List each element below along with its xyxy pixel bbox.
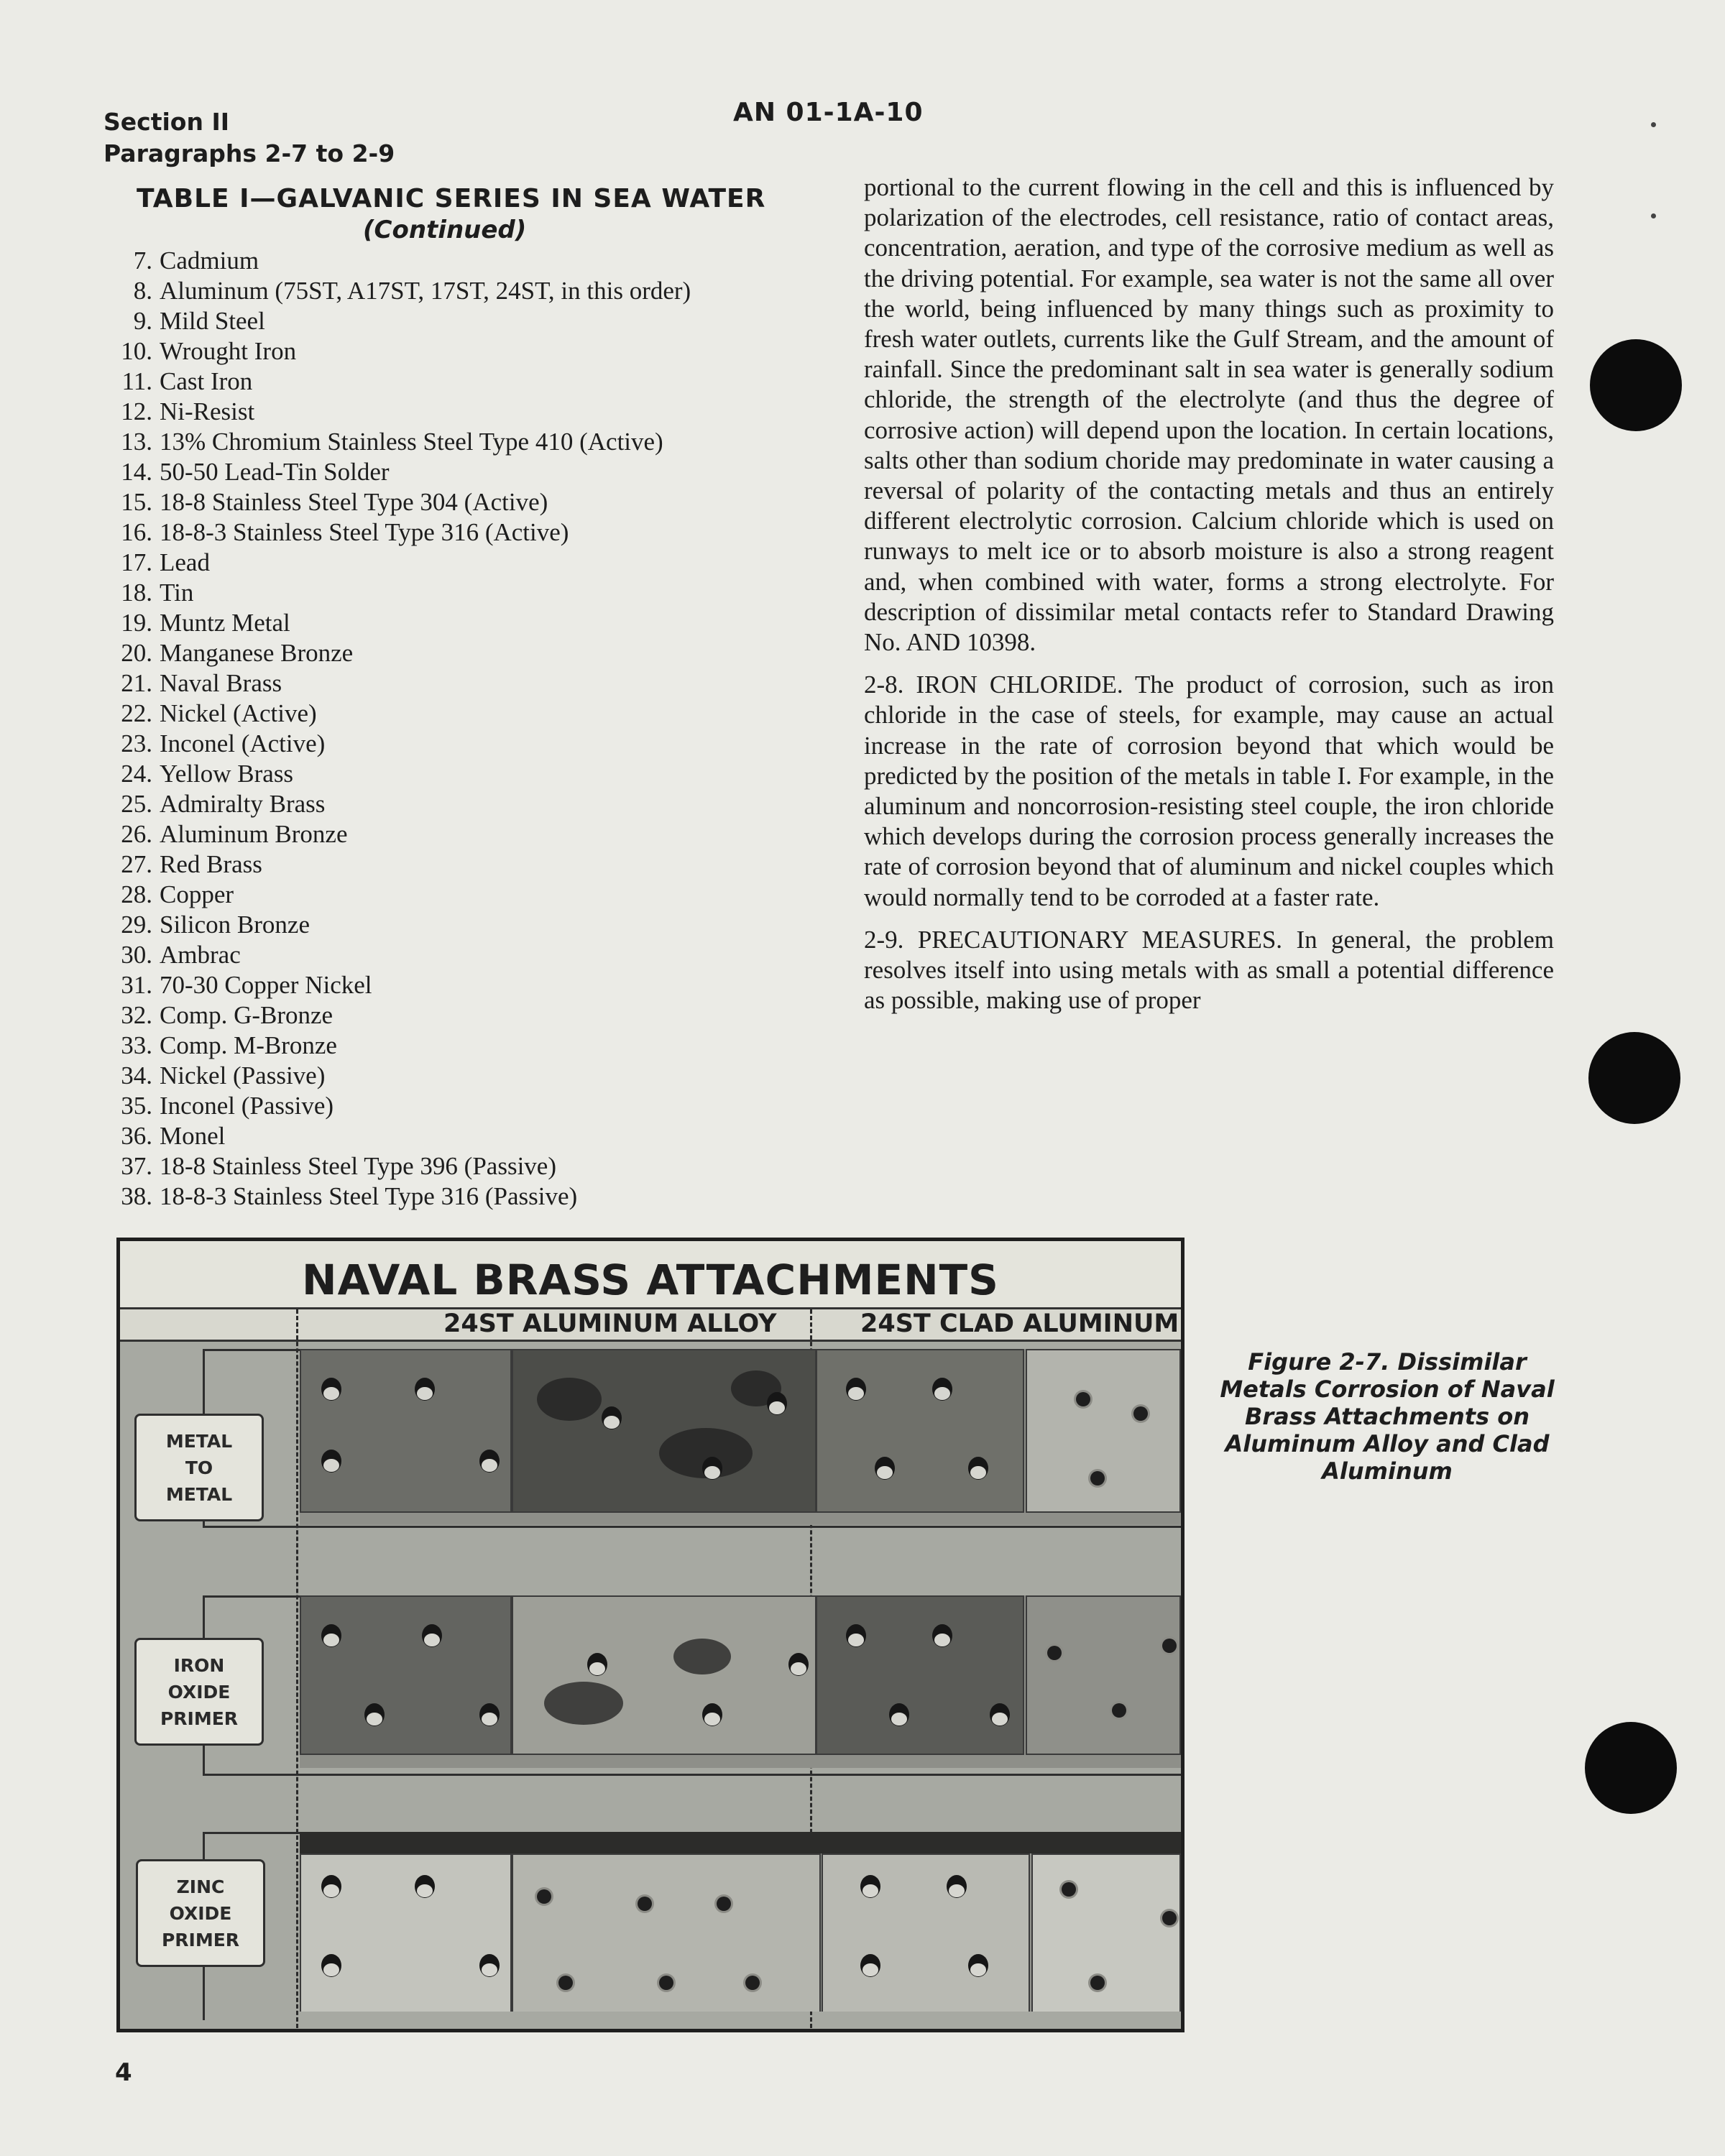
- series-item-number: 32.: [121, 1001, 152, 1029]
- table-continued-label: (Continued): [363, 216, 527, 244]
- figure-column-header-bar: [120, 1309, 1181, 1342]
- series-item: [108, 940, 855, 970]
- figure-naval-brass-attachments: [116, 1238, 1184, 2032]
- series-item-text: Monel: [160, 1122, 226, 1150]
- rivet-hole: [1062, 1882, 1076, 1897]
- rivet: [479, 1954, 500, 1977]
- series-item-number: 29.: [121, 911, 152, 939]
- galvanic-series-list: [108, 246, 855, 1212]
- series-item-text: 18-8-3 Stainless Steel Type 316 (Active): [160, 518, 569, 546]
- rivet-hole: [1112, 1703, 1126, 1718]
- series-item: [108, 1181, 855, 1212]
- binder-hole: [1585, 1722, 1677, 1814]
- series-item-text: Aluminum (75ST, A17ST, 17ST, 24ST, in this order): [160, 277, 691, 305]
- series-item-text: 13% Chromium Stainless Steel Type 410 (Active): [160, 428, 663, 456]
- rivet: [321, 1875, 341, 1898]
- rivet: [321, 1624, 341, 1647]
- rivet: [889, 1703, 909, 1726]
- series-item-number: 28.: [121, 880, 152, 908]
- rivet: [846, 1378, 866, 1401]
- series-item: [108, 336, 855, 367]
- series-item-number: 25.: [121, 790, 152, 818]
- specimen-strip-zinc-oxide-primer: [300, 1832, 1181, 2012]
- series-item: [108, 759, 855, 789]
- series-item-text: Naval Brass: [160, 669, 282, 697]
- series-item: [108, 1121, 855, 1151]
- bracket-line: [203, 1595, 300, 1598]
- series-item-number: 23.: [121, 729, 152, 757]
- column-divider-left: [296, 1309, 298, 2028]
- series-item: [108, 1000, 855, 1031]
- series-item-text: Wrought Iron: [160, 337, 297, 365]
- rivet-hole: [558, 1976, 573, 1990]
- series-item-number: 33.: [121, 1031, 152, 1059]
- rivet: [587, 1653, 607, 1676]
- paragraphs-label: Paragraphs 2-7 to 2-9: [104, 139, 395, 167]
- rivet: [321, 1954, 341, 1977]
- rivet-hole: [745, 1976, 760, 1990]
- rivet: [860, 1875, 880, 1898]
- rivet: [702, 1457, 722, 1480]
- rivet: [947, 1875, 967, 1898]
- series-item: [108, 849, 855, 880]
- rivet-hole: [1133, 1406, 1148, 1421]
- series-item-number: 17.: [121, 548, 152, 576]
- series-item-text: Ambrac: [160, 941, 241, 969]
- rivet: [932, 1378, 952, 1401]
- specimen-plate: [300, 1349, 512, 1513]
- series-item: [108, 638, 855, 668]
- series-item-text: Comp. G-Bronze: [160, 1001, 334, 1029]
- specimen-edge: [300, 1832, 1181, 1853]
- binder-hole: [1588, 1032, 1680, 1124]
- rivet: [968, 1954, 988, 1977]
- specimen-plate: [822, 1853, 1030, 2012]
- series-item: [108, 699, 855, 729]
- series-item-text: Manganese Bronze: [160, 639, 354, 667]
- series-item: [108, 306, 855, 336]
- rivet: [415, 1875, 435, 1898]
- rivet: [422, 1624, 442, 1647]
- series-item-text: Muntz Metal: [160, 609, 290, 637]
- specimen-plate: [300, 1595, 512, 1755]
- series-item-number: 30.: [121, 941, 152, 969]
- series-item: [108, 548, 855, 578]
- series-item: [108, 880, 855, 910]
- series-item-text: Lead: [160, 548, 210, 576]
- body-text-column: [864, 172, 1554, 1028]
- row-label-metal-to-metal: METAL TO METAL: [134, 1414, 264, 1521]
- series-item: [108, 457, 855, 487]
- corrosion-spot: [537, 1378, 602, 1421]
- rivet: [702, 1703, 722, 1726]
- series-item-text: Ni-Resist: [160, 397, 255, 425]
- series-item: [108, 578, 855, 608]
- series-item-number: 37.: [121, 1152, 152, 1180]
- series-item-number: 21.: [121, 669, 152, 697]
- series-item: [108, 1061, 855, 1091]
- rivet: [364, 1703, 385, 1726]
- specimen-plate: [1031, 1853, 1181, 2012]
- series-item: [108, 668, 855, 699]
- column-label-clad-aluminum: 24ST CLAD ALUMINUM: [860, 1309, 1179, 1338]
- series-item-text: 70-30 Copper Nickel: [160, 971, 372, 999]
- figure-title: NAVAL BRASS ATTACHMENTS: [302, 1256, 999, 1304]
- specimen-plate: [512, 1595, 816, 1755]
- rivet: [788, 1653, 809, 1676]
- corrosion-spot: [544, 1682, 623, 1725]
- series-item-number: 26.: [121, 820, 152, 848]
- series-item-number: 20.: [121, 639, 152, 667]
- series-item-number: 8.: [133, 277, 152, 305]
- punch-mark: [1651, 122, 1656, 127]
- series-item: [108, 246, 855, 276]
- series-item-text: 18-8 Stainless Steel Type 396 (Passive): [160, 1152, 556, 1180]
- series-item: [108, 397, 855, 427]
- series-item: [108, 427, 855, 457]
- rivet-hole: [1047, 1646, 1062, 1660]
- series-item-number: 36.: [121, 1122, 152, 1150]
- specimen-plate: [816, 1349, 1024, 1513]
- series-item-number: 38.: [121, 1182, 152, 1210]
- rivet: [415, 1378, 435, 1401]
- series-item: [108, 487, 855, 517]
- bracket-line: [203, 1774, 1181, 1776]
- series-item: [108, 910, 855, 940]
- table-title: TABLE I—GALVANIC SERIES IN SEA WATER: [137, 184, 766, 213]
- rivet: [875, 1457, 895, 1480]
- series-item: [108, 517, 855, 548]
- series-item-text: Copper: [160, 880, 234, 908]
- column-label-aluminum-alloy: 24ST ALUMINUM ALLOY: [443, 1309, 777, 1338]
- series-item-number: 9.: [133, 307, 152, 335]
- series-item-number: 34.: [121, 1061, 152, 1089]
- series-item-text: Red Brass: [160, 850, 262, 878]
- section-label: Section II: [104, 108, 230, 136]
- bracket-line: [203, 1526, 1181, 1528]
- series-item-text: Nickel (Passive): [160, 1061, 326, 1089]
- series-item: [108, 970, 855, 1000]
- series-item: [108, 608, 855, 638]
- series-item-text: Inconel (Passive): [160, 1092, 334, 1120]
- body-paragraph-continuation: portional to the current flowing in the cell and this is influenced by polarization of the electrodes, cell resistance, ratio of contact areas, concentration, aeration, and type of the corrosive medium as well as the driving potential. For example, sea water is not the same all over the world, being influenced by many things such as proximity to fresh water outlets, currents like the Gulf Stream, and the amount of rainfall. Since the predominant salt in sea water is generally sodium chloride, the strength of the electrolyte (and thus the degree of corrosive action) will depend upon the location. In certain locations, salts other than sodium choride may predominate in water causing a reversal of polarity of the contacting metals and thus an entirely different electrolytic corrosion. Calcium chloride which is used on runways to melt ice or to absorb moisture is also a strong reagent and, when combined with water, forms a strong electrolyte. For description of dissimilar metal contacts refer to Standard Drawing No. AND 10398.: [864, 173, 1554, 657]
- series-item-text: Yellow Brass: [160, 760, 294, 788]
- series-item-number: 22.: [121, 699, 152, 727]
- series-item-text: Admiralty Brass: [160, 790, 326, 818]
- series-item-text: Aluminum Bronze: [160, 820, 348, 848]
- specimen-strip-iron-oxide-primer: [300, 1595, 1181, 1768]
- rivet: [932, 1624, 952, 1647]
- series-item-number: 14.: [121, 458, 152, 486]
- series-item-number: 19.: [121, 609, 152, 637]
- series-item-text: Cast Iron: [160, 367, 253, 395]
- series-item: [108, 1151, 855, 1181]
- series-item-number: 13.: [121, 428, 152, 456]
- body-paragraph-2-9: 2-9. PRECAUTIONARY MEASURES. In general, the problem resolves itself into using metals with as small a potential difference as possible, making use of proper: [864, 925, 1554, 1015]
- page-number: 4: [115, 2058, 132, 2087]
- bracket-line: [203, 1832, 300, 1834]
- rivet: [767, 1392, 787, 1415]
- bracket-line: [203, 1349, 300, 1351]
- rivet: [321, 1378, 341, 1401]
- page-header-left: [104, 106, 395, 170]
- rivet-hole: [1162, 1911, 1177, 1925]
- body-paragraph-2-8: 2-8. IRON CHLORIDE. The product of corrosion, such as iron chloride in the case of steels, for example, may cause an actual increase in the rate of corrosion beyond that which would be predicted by the position of the metals in table I. For example, in the aluminum and noncorrosion-resisting steel couple, the iron chloride which develops during the corrosion process generally increases the rate of corrosion beyond that of aluminum and nickel couples which would normally tend to be corroded at a faster rate.: [864, 671, 1554, 911]
- row-label-zinc-oxide-primer: ZINC OXIDE PRIMER: [136, 1859, 265, 1967]
- rivet-hole: [537, 1889, 551, 1904]
- series-item-number: 7.: [133, 247, 152, 275]
- specimen-plate: [1026, 1595, 1181, 1755]
- rivet-hole: [659, 1976, 673, 1990]
- series-item-number: 10.: [121, 337, 152, 365]
- series-item-number: 11.: [121, 367, 152, 395]
- specimen-strip-metal-to-metal: [300, 1349, 1181, 1525]
- series-item: [108, 729, 855, 759]
- series-item-text: 18-8-3 Stainless Steel Type 316 (Passive): [160, 1182, 578, 1210]
- series-item: [108, 1091, 855, 1121]
- series-item-number: 27.: [121, 850, 152, 878]
- series-item: [108, 367, 855, 397]
- specimen-plate: [816, 1595, 1024, 1755]
- series-item-number: 15.: [121, 488, 152, 516]
- rivet-hole: [717, 1897, 731, 1911]
- rivet-hole: [1090, 1471, 1105, 1485]
- series-item-number: 12.: [121, 397, 152, 425]
- series-item-number: 31.: [121, 971, 152, 999]
- figure-caption: Figure 2-7. Dissimilar Metals Corrosion of Naval Brass Attachments on Aluminum Alloy and Clad Aluminum: [1220, 1348, 1555, 1485]
- series-item: [108, 1031, 855, 1061]
- binder-hole: [1590, 339, 1682, 431]
- rivet-hole: [1090, 1976, 1105, 1990]
- rivet: [479, 1450, 500, 1473]
- row-label-iron-oxide-primer: IRON OXIDE PRIMER: [134, 1638, 264, 1746]
- series-item-number: 24.: [121, 760, 152, 788]
- series-item: [108, 276, 855, 306]
- rivet: [602, 1406, 622, 1429]
- document-number: AN 01-1A-10: [733, 98, 924, 127]
- series-item-text: 50-50 Lead-Tin Solder: [160, 458, 390, 486]
- rivet: [860, 1954, 880, 1977]
- series-item: [108, 789, 855, 819]
- series-item-text: Cadmium: [160, 247, 259, 275]
- series-item-number: 18.: [121, 579, 152, 607]
- series-item-text: Nickel (Active): [160, 699, 317, 727]
- series-item-text: Comp. M-Bronze: [160, 1031, 337, 1059]
- rivet-hole: [1162, 1639, 1177, 1653]
- series-item-text: 18-8 Stainless Steel Type 304 (Active): [160, 488, 548, 516]
- rivet: [321, 1450, 341, 1473]
- rivet: [968, 1457, 988, 1480]
- series-item-text: Silicon Bronze: [160, 911, 310, 939]
- rivet-hole: [1076, 1392, 1090, 1406]
- rivet: [479, 1703, 500, 1726]
- series-item-number: 35.: [121, 1092, 152, 1120]
- series-item-text: Inconel (Active): [160, 729, 326, 757]
- punch-mark: [1651, 213, 1656, 218]
- series-item-text: Tin: [160, 579, 194, 607]
- series-item-number: 16.: [121, 518, 152, 546]
- series-item: [108, 819, 855, 849]
- rivet-hole: [638, 1897, 652, 1911]
- corrosion-spot: [673, 1639, 731, 1674]
- rivet: [846, 1624, 866, 1647]
- series-item-text: Mild Steel: [160, 307, 265, 335]
- rivet: [990, 1703, 1010, 1726]
- specimen-plate: [1026, 1349, 1181, 1513]
